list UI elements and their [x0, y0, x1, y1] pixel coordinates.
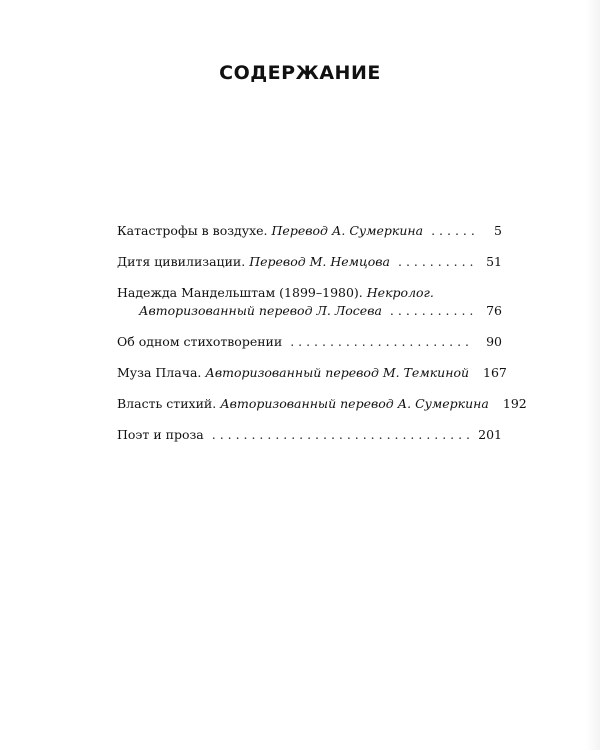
toc-entry-title: Дитя цивилизации. [117, 254, 246, 269]
toc-entry-translator: Перевод А. Сумеркина [271, 223, 424, 238]
toc-entry-translator: Авторизованный перевод М. Темкиной [205, 365, 470, 380]
toc-entry-translator: Авторизованный перевод Л. Лосева [139, 303, 382, 318]
dot-leader [398, 253, 474, 271]
toc-entry-page-number: 51 [486, 254, 502, 269]
toc-entry-title: Об одном стихотворении [117, 334, 283, 349]
toc-entry-page-number: 76 [486, 303, 502, 318]
toc-entry-translator: Авторизованный перевод А. Сумеркина [220, 396, 489, 411]
toc-entry-nadezhda-mandelstam[interactable] [117, 284, 502, 320]
scan-edge-shadow [586, 0, 600, 750]
toc-entry-title: Надежда Мандельштам (1899–1980). [117, 285, 363, 300]
toc-entry-poet-and-prose[interactable] [117, 426, 502, 444]
toc-entry-page-number: 192 [502, 396, 527, 411]
toc-entry-subtitle: Некролог. [366, 285, 434, 300]
toc-entry-title: Катастрофы в воздухе. [117, 223, 268, 238]
toc-entry-muse-of-lament[interactable] [117, 364, 507, 382]
toc-entry-title: Поэт и проза [117, 427, 204, 442]
toc-entry-child-of-civilization[interactable] [117, 253, 502, 271]
table-of-contents [117, 222, 527, 457]
toc-entry-title: Власть стихий. [117, 396, 217, 411]
page-title: СОДЕРЖАНИЕ [219, 62, 381, 84]
toc-entry-page-number: 5 [494, 223, 502, 238]
dot-leader [390, 302, 474, 320]
toc-entry-catastrophes[interactable] [117, 222, 502, 240]
dot-leader [431, 222, 474, 240]
toc-entry-title: Муза Плача. [117, 365, 202, 380]
toc-entry-one-poem[interactable] [117, 333, 502, 351]
toc-entry-power-of-elements[interactable] [117, 395, 527, 413]
dot-leader [290, 333, 474, 351]
toc-entry-page-number: 90 [486, 334, 502, 349]
toc-entry-page-number: 167 [483, 365, 507, 380]
toc-entry-page-number: 201 [478, 427, 502, 442]
toc-entry-translator: Перевод М. Немцова [249, 254, 391, 269]
dot-leader [212, 426, 472, 444]
